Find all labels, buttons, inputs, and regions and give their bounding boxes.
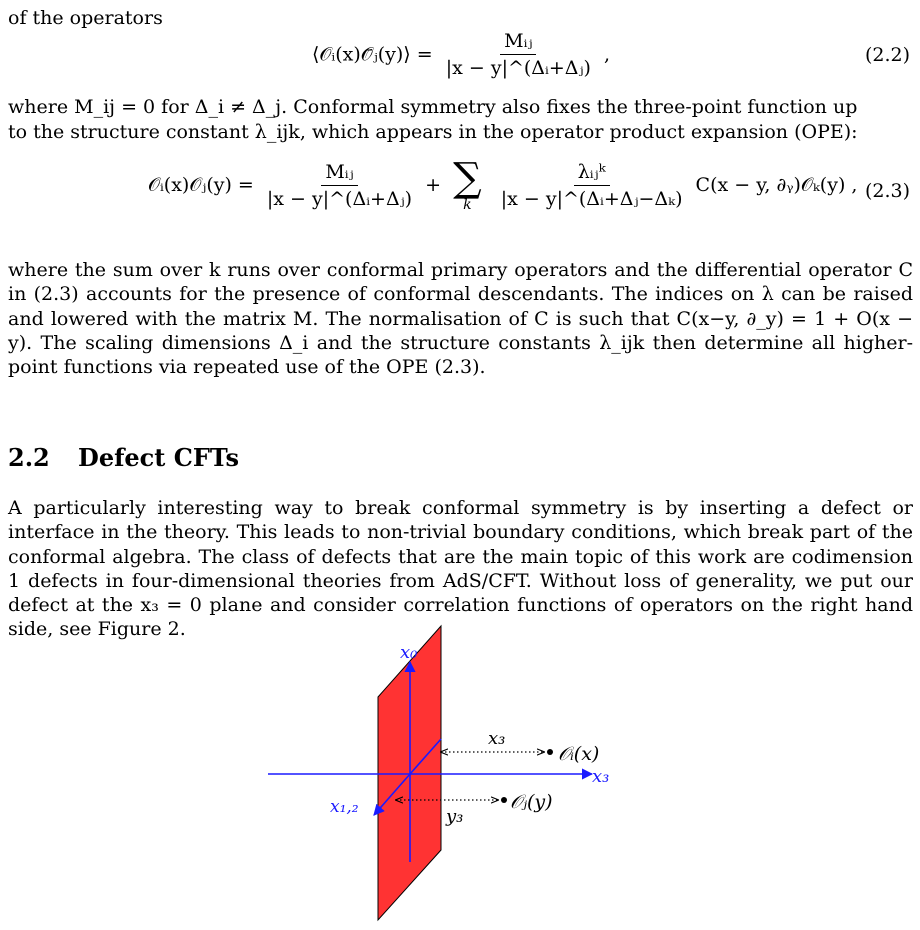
section-title: Defect CFTs <box>78 443 240 472</box>
eq23-lhs: 𝒪ᵢ(x)𝒪ⱼ(y) = <box>148 174 254 196</box>
eq22-lhs: ⟨𝒪ᵢ(x)𝒪̄ⱼ(y)⟩ = <box>312 43 433 66</box>
label-x3-axis: x₃ <box>592 766 610 787</box>
label-y3-distance: y₃ <box>446 806 464 827</box>
paragraph-after-eq22-line2: to the structure constant λ_ijk, which appears in the operator product expansion (OPE): <box>8 121 858 143</box>
label-x3-distance: x₃ <box>488 728 506 749</box>
operator-i-point <box>547 749 553 755</box>
label-x12: x₁,₂ <box>330 797 359 817</box>
eq23-fraction-1-numerator: Mᵢⱼ <box>321 161 357 186</box>
equation-number-2-3: (2.3) <box>864 180 910 202</box>
paragraph-after-eq23: where the sum over k runs over conformal primary operators and the differential operator C in (2.3) accounts for the presence of conformal descendants. The indices on λ can be raised and lowered with the matrix M. The normalisation of C is such that C(x−y, ∂_y) = 1 + O(x − y). The scaling dimensions Δ_i and the structure constants λ_ijk then determine all higher-point functions via repeated use of the OPE (2.3). <box>8 259 913 379</box>
paragraph-defect-cfts: A particularly interesting way to break conformal symmetry is by inserting a defect or interface in the theory. This leads to non-trivial boundary conditions, which break part of the conformal algebra. The class of defects that are the main topic of this work are codimension 1 defects in four-dimensional theories from AdS/CFT. Without loss of generality, we put our defect at the x₃ = 0 plane and consider correlation functions of operators on the right hand side, see Figure 2. <box>8 497 913 641</box>
equation-number-2-2: (2.2) <box>864 44 910 66</box>
operator-j-point <box>501 797 507 803</box>
eq22-denominator: |x − y|^(Δᵢ+Δⱼ) <box>445 57 591 79</box>
eq22-numerator: Mᵢⱼ <box>500 30 536 55</box>
eq22-tail: , <box>603 43 611 66</box>
section-number: 2.2 <box>8 443 50 472</box>
eq23-tail: C(x − y, ∂ᵧ)𝒪ₖ(y) , <box>695 174 858 196</box>
eq23-plus: + <box>425 174 442 196</box>
label-x0: x₀ <box>400 642 418 663</box>
sum-index: k <box>463 197 472 213</box>
eq23-fraction-2-denominator: |x − y|^(Δᵢ+Δⱼ−Δₖ) <box>500 187 683 210</box>
paragraph-opening: of the operators <box>8 7 163 29</box>
eq23-fraction-1-denominator: |x − y|^(Δᵢ+Δⱼ) <box>266 187 413 210</box>
eq23-fraction-2-numerator: λᵢⱼᵏ <box>574 161 610 186</box>
paragraph-after-eq22-line1: where M_ij = 0 for Δ_i ≠ Δ_j. Conformal symmetry also fixes the three-point function up <box>8 96 858 118</box>
sum-symbol: ∑ <box>453 155 482 201</box>
label-operator-i: 𝒪ᵢ(x) <box>558 743 600 765</box>
label-operator-j: 𝒪ⱼ(y) <box>510 791 553 813</box>
